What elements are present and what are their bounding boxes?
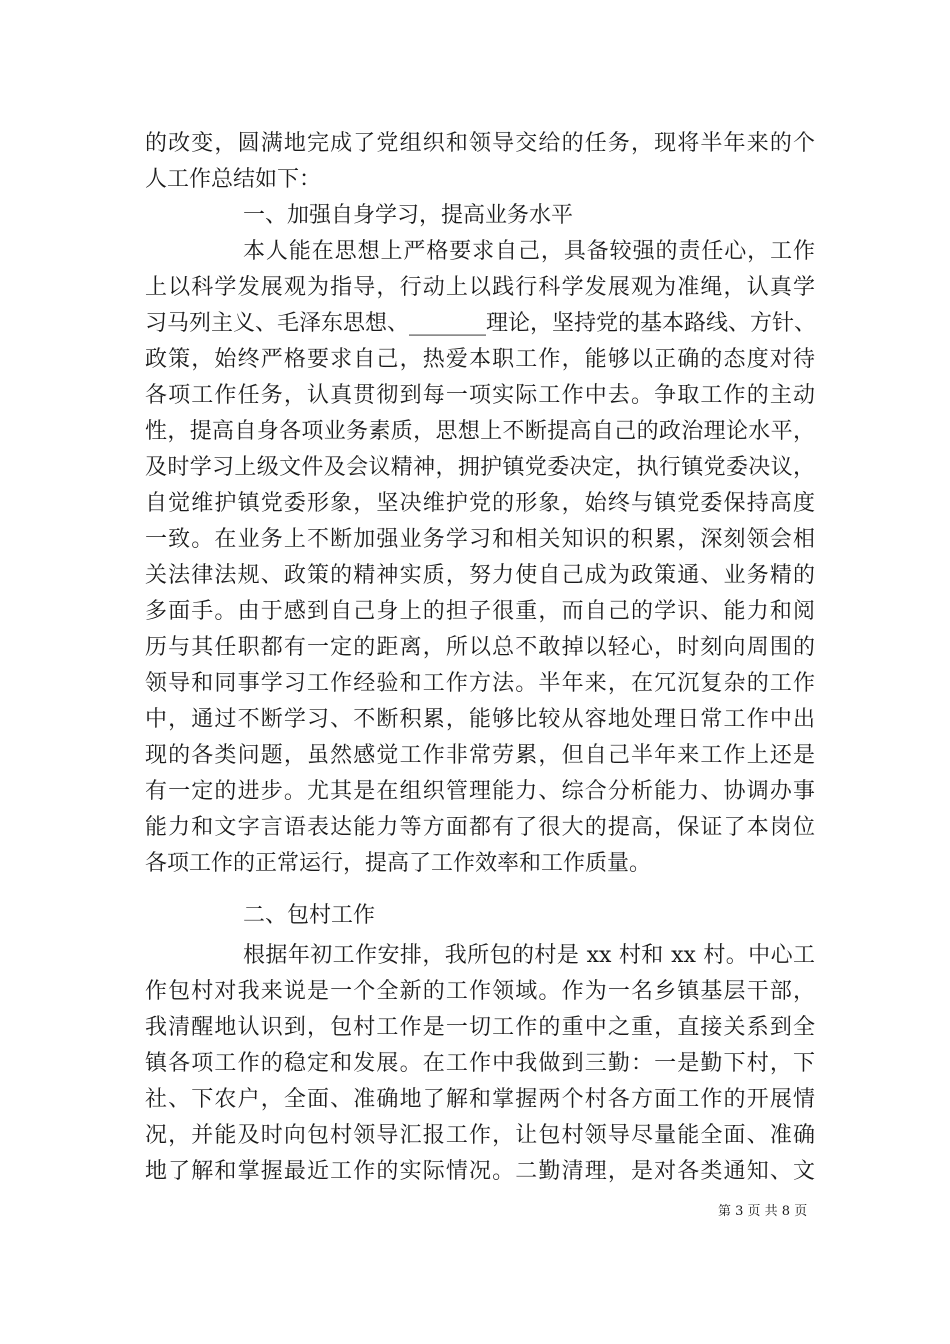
paragraph-line: 上以科学发展观为指导，行动上以践行科学发展观为准绳，认真学 [145,275,815,300]
section-heading-1: 一、加强自身学习，提高业务水平 [243,203,574,228]
paragraph-line: 习马列主义、毛泽东思想、_______理论，坚持党的基本路线、方针、 [145,311,817,336]
paragraph-line: 性，提高自身各项业务素质，思想上不断提高自己的政治理论水平， [145,419,815,444]
paragraph-line: 根据年初工作安排，我所包的村是 xx 村和 xx 村。中心工 [243,943,815,968]
paragraph-line: 能力和文字言语表达能力等方面都有了很大的提高，保证了本岗位 [145,815,815,840]
paragraph-line: 的改变，圆满地完成了党组织和领导交给的任务，现将半年来的个 [145,131,815,156]
paragraph-line: 我清醒地认识到，包村工作是一切工作的重中之重，直接关系到全 [145,1015,815,1040]
section-heading-2: 二、包村工作 [243,903,376,928]
page-number-footer: 第 3 页 共 8 页 [718,1204,808,1219]
paragraph-line: 各项工作任务，认真贯彻到每一项实际工作中去。争取工作的主动 [145,383,815,408]
paragraph-line: 各项工作的正常运行，提高了工作效率和工作质量。 [145,851,652,876]
paragraph-line: 有一定的进步。尤其是在组织管理能力、综合分析能力、协调办事 [145,779,815,804]
paragraph-line: 多面手。由于感到自己身上的担子很重，而自己的学识、能力和阅 [145,599,815,624]
paragraph-line: 政策，始终严格要求自己，热爱本职工作，能够以正确的态度对待 [145,347,815,372]
paragraph-line: 镇各项工作的稳定和发展。在工作中我做到三勤：一是勤下村，下 [145,1051,815,1076]
paragraph-line: 一致。在业务上不断加强业务学习和相关知识的积累，深刻领会相 [145,527,815,552]
paragraph-line: 人工作总结如下： [145,167,322,192]
paragraph-line: 历与其任职都有一定的距离，所以总不敢掉以轻心，时刻向周围的 [145,635,815,660]
paragraph-line: 中，通过不断学习、不断积累，能够比较从容地处理日常工作中出 [145,707,815,732]
paragraph-line: 况，并能及时向包村领导汇报工作，让包村领导尽量能全面、准确 [145,1123,815,1148]
paragraph-line: 关法律法规、政策的精神实质，努力使自己成为政策通、业务精的 [145,563,815,588]
paragraph-line: 地了解和掌握最近工作的实际情况。二勤清理，是对各类通知、文 [145,1159,815,1184]
paragraph-line: 本人能在思想上严格要求自己，具备较强的责任心，工作 [243,239,815,264]
paragraph-line: 及时学习上级文件及会议精神，拥护镇党委决定，执行镇党委决议， [145,455,815,480]
paragraph-line: 作包村对我来说是一个全新的工作领域。作为一名乡镇基层干部， [145,979,815,1004]
paragraph-line: 现的各类问题，虽然感觉工作非常劳累，但自己半年来工作上还是 [145,743,815,768]
paragraph-line: 自觉维护镇党委形象，坚决维护党的形象，始终与镇党委保持高度 [145,491,815,516]
paragraph-line: 领导和同事学习工作经验和工作方法。半年来，在冗沉复杂的工作 [145,671,815,696]
paragraph-line: 社、下农户，全面、准确地了解和掌握两个村各方面工作的开展情 [145,1087,815,1112]
